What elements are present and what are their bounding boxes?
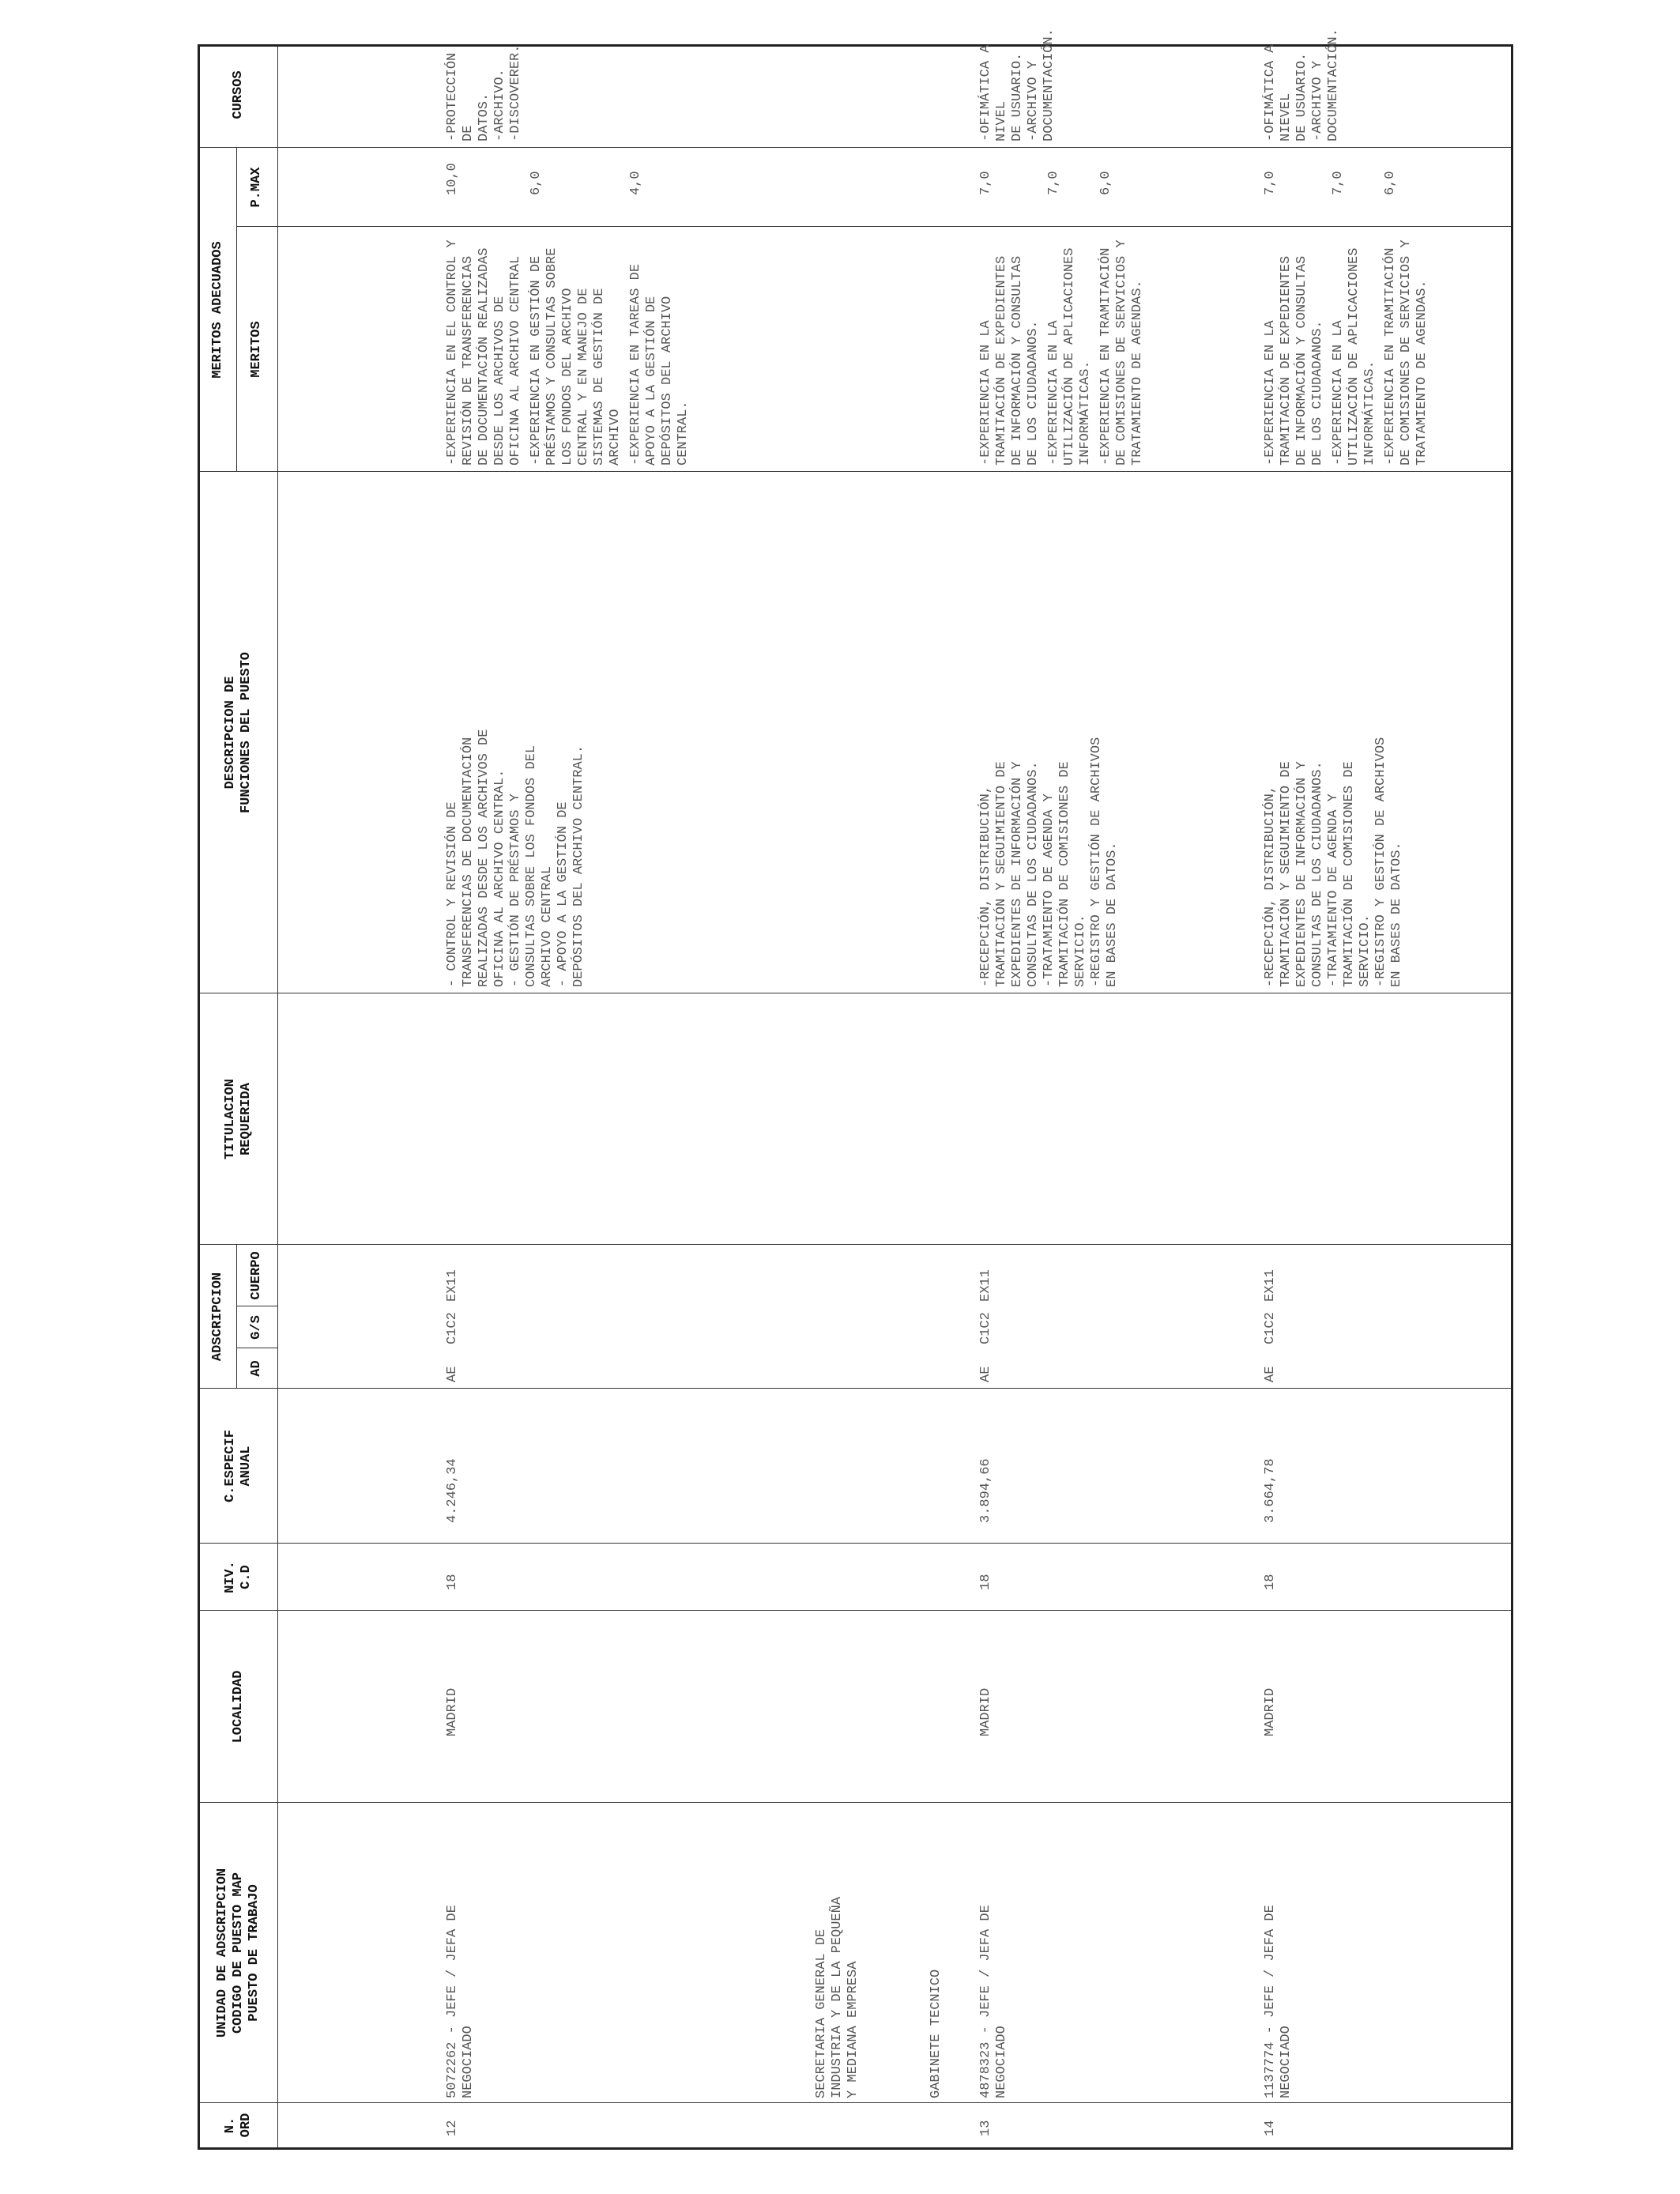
row-n-ord: 14 <box>1263 2120 1278 2136</box>
row-descripcion: -RECEPCIÓN, DISTRIBUCIÓN, TRAMITACIÓN Y SEGUIMIENTO DE EXPEDIENTES DE INFORMACIÓN Y CONSULTAS DE LOS CIUDADANOS. -TRATAMIENTO DE AGENDA Y TRAMITACIÓN DE COMISIONES DE SERVICIO. -REGISTRO Y GESTIÓN DE ARCHIVOS EN BASES DE DATOS. <box>1263 737 1404 987</box>
row-nivel: 18 <box>445 1574 460 1590</box>
col-divider <box>200 1388 1511 1389</box>
row-gs: C1C2 <box>445 1312 460 1344</box>
unit-name: SECRETARIA GENERAL DE INDUSTRIA Y DE LA PEQUEÑA Y MEDIANA EMPRESA <box>814 1896 861 2098</box>
row-n-ord: 13 <box>978 2120 993 2136</box>
col-divider <box>200 1802 1511 1803</box>
row-nivel: 18 <box>1263 1574 1278 1590</box>
row-localidad: MADRID <box>1263 1687 1278 1736</box>
row-pmax: 6,0 <box>1383 171 1398 195</box>
row-merito: -EXPERIENCIA EN LA UTILIZACIÓN DE APLICACIONES INFORMÁTICAS. <box>1046 247 1093 466</box>
header-cuerpo: CUERPO <box>249 1251 264 1300</box>
row-merito: -EXPERIENCIA EN LA UTILIZACIÓN DE APLICACIONES INFORMÁTICAS. <box>1331 247 1377 466</box>
row-ad: AE <box>1263 1366 1278 1382</box>
col-divider <box>200 1244 1511 1245</box>
header-pmax: P.MAX <box>249 167 264 208</box>
row-merito: -EXPERIENCIA EN LA TRAMITACIÓN DE EXPEDIENTES DE INFORMACIÓN Y CONSULTAS DE LOS CIUDADANOS. <box>978 255 1041 466</box>
row-gs: C1C2 <box>1263 1312 1278 1344</box>
header-meritos-adecuados: MERITOS ADECUADOS <box>210 241 225 379</box>
row-c-especif: 3.894,66 <box>978 1458 993 1523</box>
row-pmax: 6,0 <box>529 171 544 195</box>
header-nivel: NIV. C.D <box>223 1561 254 1593</box>
header-descripcion: DESCRIPCION DE FUNCIONES DEL PUESTO <box>223 651 254 814</box>
row-puesto: 4878323 - JEFE / JEFA DE NEGOCIADO <box>978 1905 1009 2098</box>
row-localidad: MADRID <box>978 1687 993 1736</box>
header-localidad: LOCALIDAD <box>231 1670 246 1744</box>
row-merito: -EXPERIENCIA EN EL CONTROL Y REVISIÓN DE TRANSFERENCIAS DE DOCUMENTACIÓN REALIZADAS DESDE LOS ARCHIVOS DE OFICINA AL ARCHIVO CENTRAL <box>445 239 523 466</box>
row-cuerpo: EX11 <box>445 1269 460 1302</box>
header-titulacion: TITULACION REQUERIDA <box>223 1078 254 1160</box>
row-n-ord: 12 <box>445 2120 460 2136</box>
row-pmax: 7,0 <box>1263 171 1278 195</box>
row-descripcion: -RECEPCIÓN, DISTRIBUCIÓN, TRAMITACIÓN Y SEGUIMIENTO DE EXPEDIENTES DE INFORMACIÓN Y CONSULTAS DE LOS CIUDADANOS. -TRATAMIENTO DE AGENDA Y TRAMITACIÓN DE COMISIONES DE SERVICIO. -REGISTRO Y GESTIÓN DE ARCHIVOS EN BASES DE DATOS. <box>978 737 1120 987</box>
row-c-especif: 4.246,34 <box>445 1458 460 1523</box>
row-merito: -EXPERIENCIA EN GESTIÓN DE PRÉSTAMOS Y CONSULTAS SOBRE LOS FONDOS DEL ARCHIVO CENTRAL Y EN MANEJO DE SISTEMAS DE GESTIÓN DE ARCHIVO <box>529 247 623 466</box>
row-pmax: 10,0 <box>445 163 460 195</box>
header-cursos: CURSOS <box>231 70 246 119</box>
row-pmax: 7,0 <box>978 171 993 195</box>
row-puesto: 1137774 - JEFE / JEFA DE NEGOCIADO <box>1263 1905 1294 2098</box>
header-gs: G/S <box>249 1315 264 1340</box>
col-divider <box>200 2102 1511 2103</box>
unit-name: GABINETE TECNICO <box>929 1969 944 2098</box>
row-pmax: 7,0 <box>1331 171 1346 195</box>
row-merito: -EXPERIENCIA EN TRAMITACIÓN DE COMISIONES DE SERVICIOS Y TRATAMIENTO DE AGENDAS. <box>1383 239 1430 466</box>
row-cursos: -OFIMÁTICA A NIEVEL DE USUARIO. -ARCHIVO Y DOCUMENTACIÓN. <box>1263 28 1341 141</box>
col-divider <box>200 1610 1511 1611</box>
row-cursos: -PROTECCIÓN DE DATOS. -ARCHIVO. -DISCOVERER. <box>445 44 523 141</box>
col-divider <box>200 147 1511 148</box>
row-ad: AE <box>978 1366 993 1382</box>
row-merito: -EXPERIENCIA EN LA TRAMITACIÓN DE EXPEDIENTES DE INFORMACIÓN Y CONSULTAS DE LOS CIUDADANOS. <box>1263 255 1325 466</box>
row-ad: AE <box>445 1366 460 1382</box>
row-cuerpo: EX11 <box>978 1269 993 1302</box>
header-c-especif: C.ESPECIF ANUAL <box>223 1430 254 1502</box>
row-nivel: 18 <box>978 1574 993 1590</box>
row-merito: -EXPERIENCIA EN TAREAS DE APOYO A LA GESTIÓN DE DEPÓSITOS DEL ARCHIVO CENTRAL. <box>628 263 691 466</box>
row-gs: C1C2 <box>978 1312 993 1344</box>
header-meritos: MERITOS <box>249 321 264 378</box>
col-divider <box>236 226 1511 227</box>
row-c-especif: 3.664,78 <box>1263 1458 1278 1523</box>
row-pmax: 4,0 <box>628 171 643 195</box>
row-descripcion: - CONTROL Y REVISIÓN DE TRANSFERENCIAS DE DOCUMENTACIÓN REALIZADAS DESDE LOS ARCHIVOS DE OFICINA AL ARCHIVO CENTRAL. - GESTIÓN DE PRÉSTAMOS Y CONSULTAS SOBRE LOS FONDOS DEL ARCHIVO CENTRAL - APOYO A LA GESTIÓN DE DEPÓSITOS DEL ARCHIVO CENTRAL. <box>445 729 586 987</box>
row-pmax: 7,0 <box>1046 171 1061 195</box>
col-divider <box>200 471 1511 472</box>
row-puesto: 5072262 - JEFE / JEFA DE NEGOCIADO <box>445 1905 476 2098</box>
header-bottom-rule <box>277 47 278 2147</box>
rpt-table <box>198 28 1513 2150</box>
row-cuerpo: EX11 <box>1263 1269 1278 1302</box>
header-ad: AD <box>249 1360 264 1377</box>
header-n-ord: N. ORD <box>223 2113 254 2138</box>
header-adscripcion: ADSCRIPCION <box>210 1272 225 1362</box>
col-divider <box>200 1543 1511 1544</box>
header-unidad: UNIDAD DE ADSCRIPCION CODIGO DE PUESTO MAP PUESTO DE TRABAJO <box>215 1868 262 2038</box>
row-localidad: MADRID <box>445 1687 460 1736</box>
row-pmax: 6,0 <box>1098 171 1113 195</box>
row-merito: -EXPERIENCIA EN TRAMITACIÓN DE COMISIONES DE SERVICIOS Y TRATAMIENTO DE AGENDAS. <box>1098 239 1145 466</box>
row-cursos: -OFIMÁTICA A NIVEL DE USUARIO. -ARCHIVO Y DOCUMENTACIÓN. <box>978 28 1057 141</box>
